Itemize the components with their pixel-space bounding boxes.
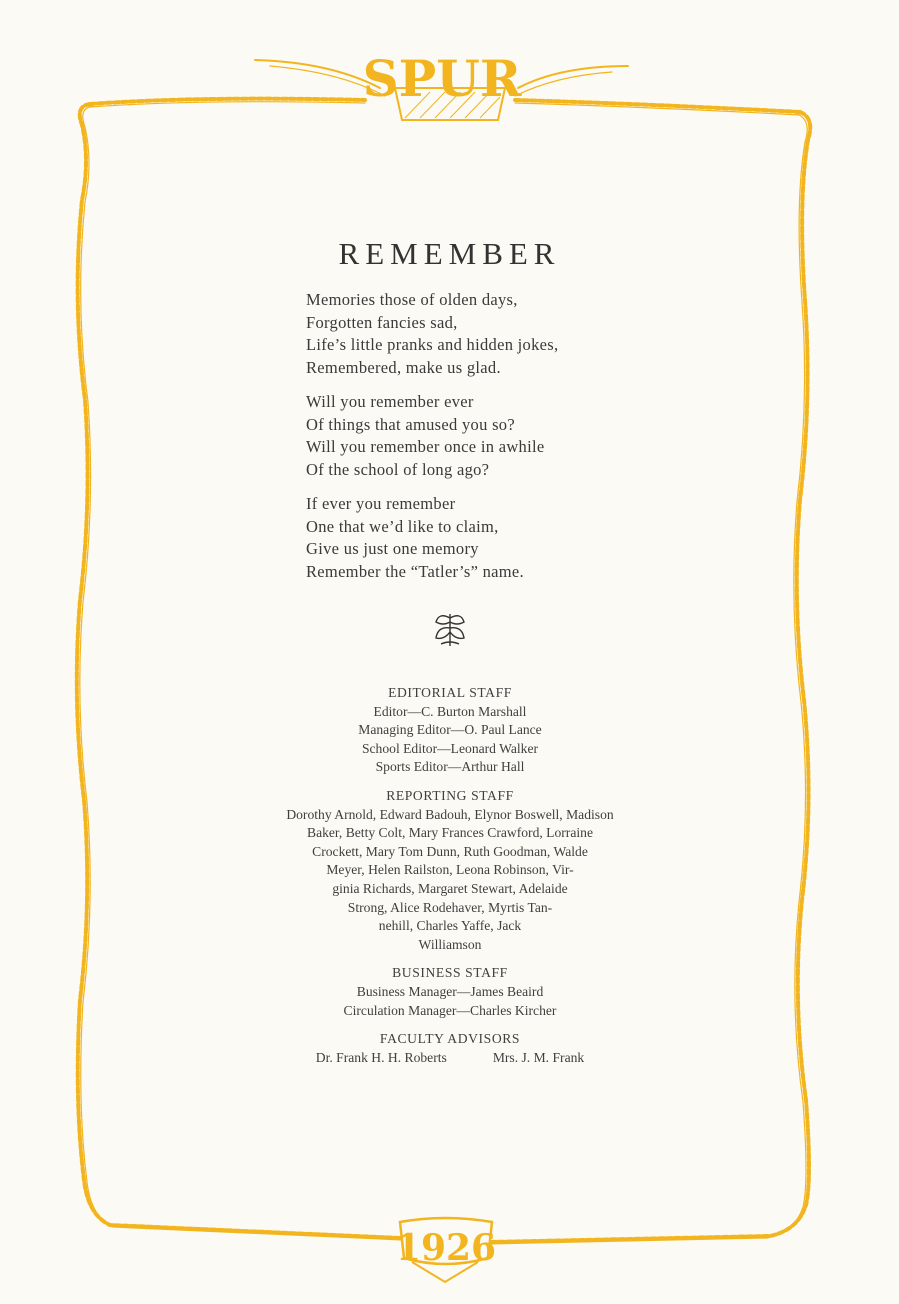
poem-title: REMEMBER [338, 236, 561, 271]
staff-line: Crockett, Mary Tom Dunn, Ruth Goodman, Walde [312, 843, 588, 859]
editorial-staff-heading: EDITORIAL STAFF [388, 685, 512, 700]
poem-line: Will you remember once in awhile [306, 437, 545, 456]
reporting-staff-heading: REPORTING STAFF [386, 787, 514, 803]
poem-line: Remembered, make us glad. [306, 357, 501, 377]
staff-line: School Editor—Leonard Walker [361, 740, 539, 756]
poem-body [306, 289, 726, 595]
poem-stanza [306, 391, 726, 481]
poem-line: Forgotten fancies sad, [306, 312, 458, 332]
poem-line: Life’s little pranks and hidden jokes, [306, 335, 559, 354]
faculty-advisors-heading: FACULTY ADVISORS [379, 1031, 521, 1047]
staff-listing [240, 684, 660, 1067]
poem-line: Will you remember ever [306, 392, 474, 411]
faculty-advisor: Mrs. J. M. Frank [492, 1049, 585, 1065]
poem-line: If ever you remember [306, 494, 456, 513]
poem-line: Of things that amused you so? [306, 414, 515, 434]
poem-line: Give us just one memory [306, 539, 479, 558]
staff-line: ginia Richards, Margaret Stewart, Adelaide [332, 880, 568, 896]
poem-line: One that we’d like to claim, [306, 516, 499, 536]
staff-line: Dorothy Arnold, Edward Badouh, Elynor Boswell, Madison [286, 806, 614, 822]
staff-line: Meyer, Helen Railston, Leona Robinson, Vir- [326, 862, 574, 878]
staff-line: Circulation Manager—Charles Kircher [343, 1002, 557, 1018]
staff-line: Business Manager—James Beaird [356, 983, 544, 999]
poem-stanza [306, 493, 726, 583]
staff-line: Editor—C. Burton Marshall [373, 703, 527, 719]
staff-line: Sports Editor—Arthur Hall [375, 759, 525, 775]
staff-line: Managing Editor—O. Paul Lance [358, 722, 542, 738]
staff-line: Williamson [418, 936, 482, 952]
poem-line: Memories those of olden days, [306, 290, 518, 309]
poem-line: Remember the “Tatler’s” name. [306, 561, 524, 581]
spur-banner-text: SPUR [362, 49, 522, 108]
poem-line: Of the school of long ago? [306, 459, 490, 479]
faculty-advisor: Dr. Frank H. H. Roberts [315, 1049, 447, 1065]
staff-line: Baker, Betty Colt, Mary Frances Crawford, Lorraine [307, 825, 593, 841]
year-banner-text: 1926 [395, 1227, 497, 1269]
staff-line: Strong, Alice Rodehaver, Myrtis Tan- [347, 899, 553, 915]
business-staff-heading: BUSINESS STAFF [392, 965, 508, 981]
poem-stanza [306, 289, 726, 379]
faculty-advisors-row [240, 1049, 660, 1068]
staff-line: nehill, Charles Yaffe, Jack [378, 918, 522, 934]
leaf-sprig-icon [433, 610, 467, 648]
